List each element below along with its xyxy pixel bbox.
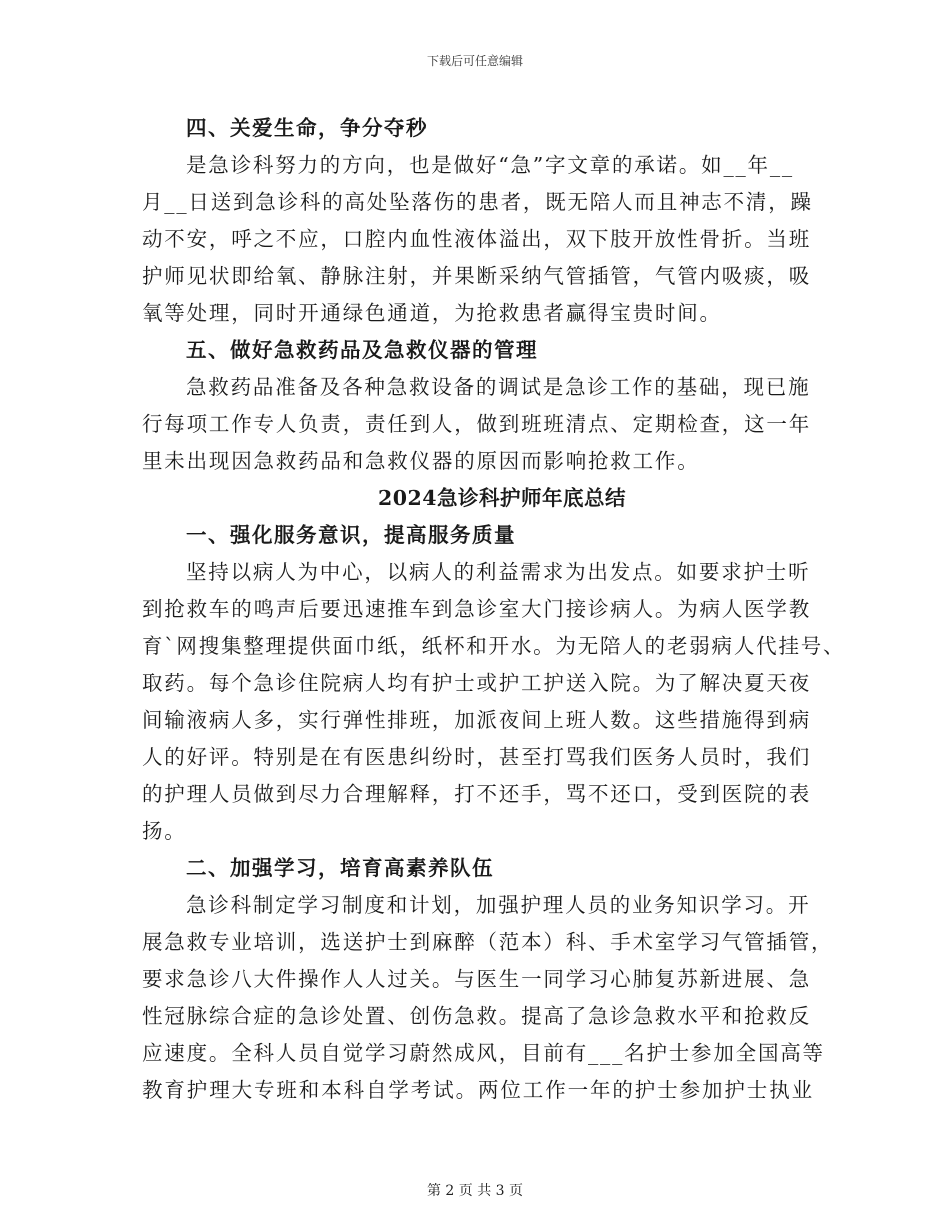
paragraph-line: 间输液病人多，实行弹性排班，加派夜间上班人数。这些措施得到病 (142, 708, 811, 732)
paragraph-line: 急救药品准备及各种急救设备的调试是急诊工作的基础，现已施 (186, 375, 811, 399)
paragraph-line: 行每项工作专人负责，责任到人，做到班班清点、定期检查，这一年 (142, 412, 811, 436)
paragraph-line: 性冠脉综合症的急诊处置、创伤急救。提高了急诊急救水平和抢救反 (142, 1004, 811, 1028)
paragraph-line: 教育护理大专班和本科自学考试。两位工作一年的护士参加护士执业 (142, 1078, 814, 1102)
paragraph-line: 月__日送到急诊科的高处坠落伤的患者，既无陪人而且神志不清，躁 (142, 190, 813, 214)
paragraph-line: 动不安，呼之不应，口腔内血性液体溢出，双下肢开放性骨折。当班 (142, 227, 811, 251)
paragraph-line: 是急诊科努力的方向，也是做好“急”字文章的承诺。如__年__ (186, 153, 794, 177)
section-heading-1: 一、强化服务意识，提高服务质量 (186, 523, 516, 547)
paragraph-line: 取药。每个急诊住院病人均有护士或护工护送入院。为了解决夏天夜 (142, 671, 811, 695)
paragraph-line: 应速度。全科人员自觉学习蔚然成风，目前有___名护士参加全国高等 (142, 1041, 825, 1065)
paragraph-line: 展急救专业培训，选送护士到麻醉（范本）科、手术室学习气管插管， (142, 930, 834, 954)
paragraph-line: 到抢救车的鸣声后要迅速推车到急诊室大门接诊病人。为病人医学教 (142, 597, 811, 621)
paragraph-line: 人的好评。特别是在有医患纠纷时，甚至打骂我们医务人员时，我们 (142, 745, 811, 769)
paragraph-line: 急诊科制定学习制度和计划，加强护理人员的业务知识学习。开 (186, 893, 811, 917)
paragraph-line: 要求急诊八大件操作人人过关。与医生一同学习心肺复苏新进展、急 (142, 967, 811, 991)
paragraph-line: 氧等处理，同时开通绿色通道，为抢救患者赢得宝贵时间。 (142, 301, 722, 325)
section-heading-4: 四、关爱生命，争分夺秒 (186, 116, 428, 140)
section-heading-2: 二、加强学习，培育高素养队伍 (186, 856, 494, 880)
paragraph-line: 育`网搜集整理提供面巾纸，纸杯和开水。为无陪人的老弱病人代挂号、 (142, 634, 846, 658)
paragraph-line: 扬。 (142, 819, 187, 843)
paragraph-line: 坚持以病人为中心，以病人的利益需求为出发点。如要求护士听 (186, 560, 811, 584)
paragraph-line: 里未出现因急救药品和急救仪器的原因而影响抢救工作。 (142, 449, 700, 473)
page-header: 下载后可任意编辑 (426, 54, 523, 68)
paragraph-line: 的护理人员做到尽力合理解释，打不还手，骂不还口，受到医院的表 (142, 782, 811, 806)
page-footer: 第 2 页 共 3 页 (426, 1183, 524, 1199)
paragraph-line: 护师见状即给氧、静脉注射，并果断采纳气管插管，气管内吸痰，吸 (142, 264, 811, 288)
section-heading-5: 五、做好急救药品及急救仪器的管理 (186, 338, 538, 362)
document-body (142, 110, 846, 1109)
document-title: 2024急诊科护师年底总结 (377, 486, 627, 510)
